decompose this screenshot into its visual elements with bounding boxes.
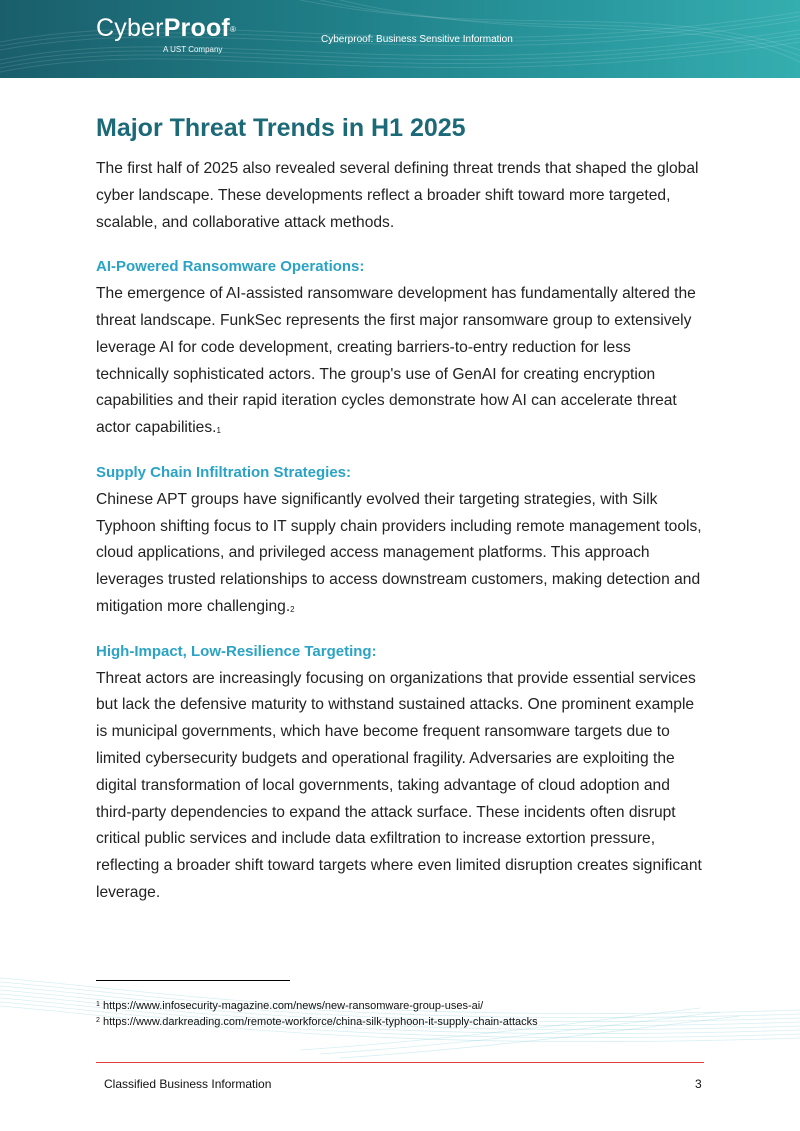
section-text-supply-chain: Chinese APT groups have significantly evolved their targeting strategies, with Silk Typhoon shifting focus to IT supply chain providers including remote management tools, cloud applications, and privileged access management platforms. This approach leverages trusted relationships to access downstream customers, making detection and mitigation more challenging. — [96, 490, 702, 615]
section-text-ai-ransomware: The emergence of AI-assisted ransomware development has fundamentally altered the threat landscape. FunkSec represents the first major ransomware group to extensively leverage AI for code development, creating barriers-to-entry reduction for less technically sophisticated actors. The group's use of GenAI for creating encryption capabilities and their rapid iteration cycles demonstrate how AI can accelerate threat actor capabilities. — [96, 285, 696, 437]
main-content — [96, 110, 706, 907]
logo-registered-mark: ® — [229, 25, 237, 34]
footer-rule — [96, 1062, 704, 1063]
footnote-number: 1 — [96, 1001, 100, 1008]
page-title: Major Threat Trends in H1 2025 — [96, 114, 466, 142]
footnote-ref-1[interactable]: 1 — [216, 426, 221, 436]
footnote-number: 2 — [96, 1017, 100, 1024]
intro-paragraph: The first half of 2025 also revealed several defining threat trends that shaped the global cyber landscape. These developments reflect a broader shift toward more targeted, scalable, and collaborative attack methods. — [96, 160, 699, 231]
logo-tagline: A UST Company — [163, 45, 223, 54]
cyberproof-logo — [96, 14, 237, 54]
footnote-item — [96, 1014, 538, 1030]
footnote-separator — [96, 980, 290, 981]
footnote-item — [96, 998, 538, 1014]
section-body-supply-chain — [96, 487, 706, 621]
page-number: 3 — [695, 1077, 702, 1091]
logo-text-proof: Proof — [163, 14, 230, 42]
section-body-ai-ransomware — [96, 281, 706, 442]
section-body-high-impact: Threat actors are increasingly focusing on organizations that provide essential services but lack the defensive maturity to withstand sustained attacks. One prominent example is municipal governments, which have become frequent ransomware targets due to limited cybersecurity budgets and operational fragility. Adversaries are exploiting the digital transformation of local governments, taking advantage of cloud adoption and third-party dependencies to expand the attack surface. These incidents often disrupt critical public services and include data exfiltration to increase extortion pressure, reflecting a broader shift toward targets where even limited disruption creates significant leverage. — [96, 669, 702, 901]
header-caption: Cyberproof: Business Sensitive Information — [321, 34, 513, 45]
section-heading-ai-ransomware: AI-Powered Ransomware Operations: — [96, 258, 365, 276]
footer-label: Classified Business Information — [104, 1077, 272, 1091]
footnote-link[interactable]: https://www.darkreading.com/remote-workforce/china-silk-typhoon-it-supply-chain-attacks — [102, 1016, 538, 1028]
footnote-ref-2[interactable]: 2 — [290, 604, 295, 614]
footnote-link[interactable]: https://www.infosecurity-magazine.com/news/new-ransomware-group-uses-ai/ — [102, 1000, 484, 1012]
page-header-band — [0, 0, 800, 78]
section-heading-high-impact: High-Impact, Low-Resilience Targeting: — [96, 642, 377, 660]
section-heading-supply-chain: Supply Chain Infiltration Strategies: — [96, 463, 352, 481]
logo-text-cyber: Cyber — [96, 14, 164, 42]
footnotes — [96, 998, 538, 1030]
